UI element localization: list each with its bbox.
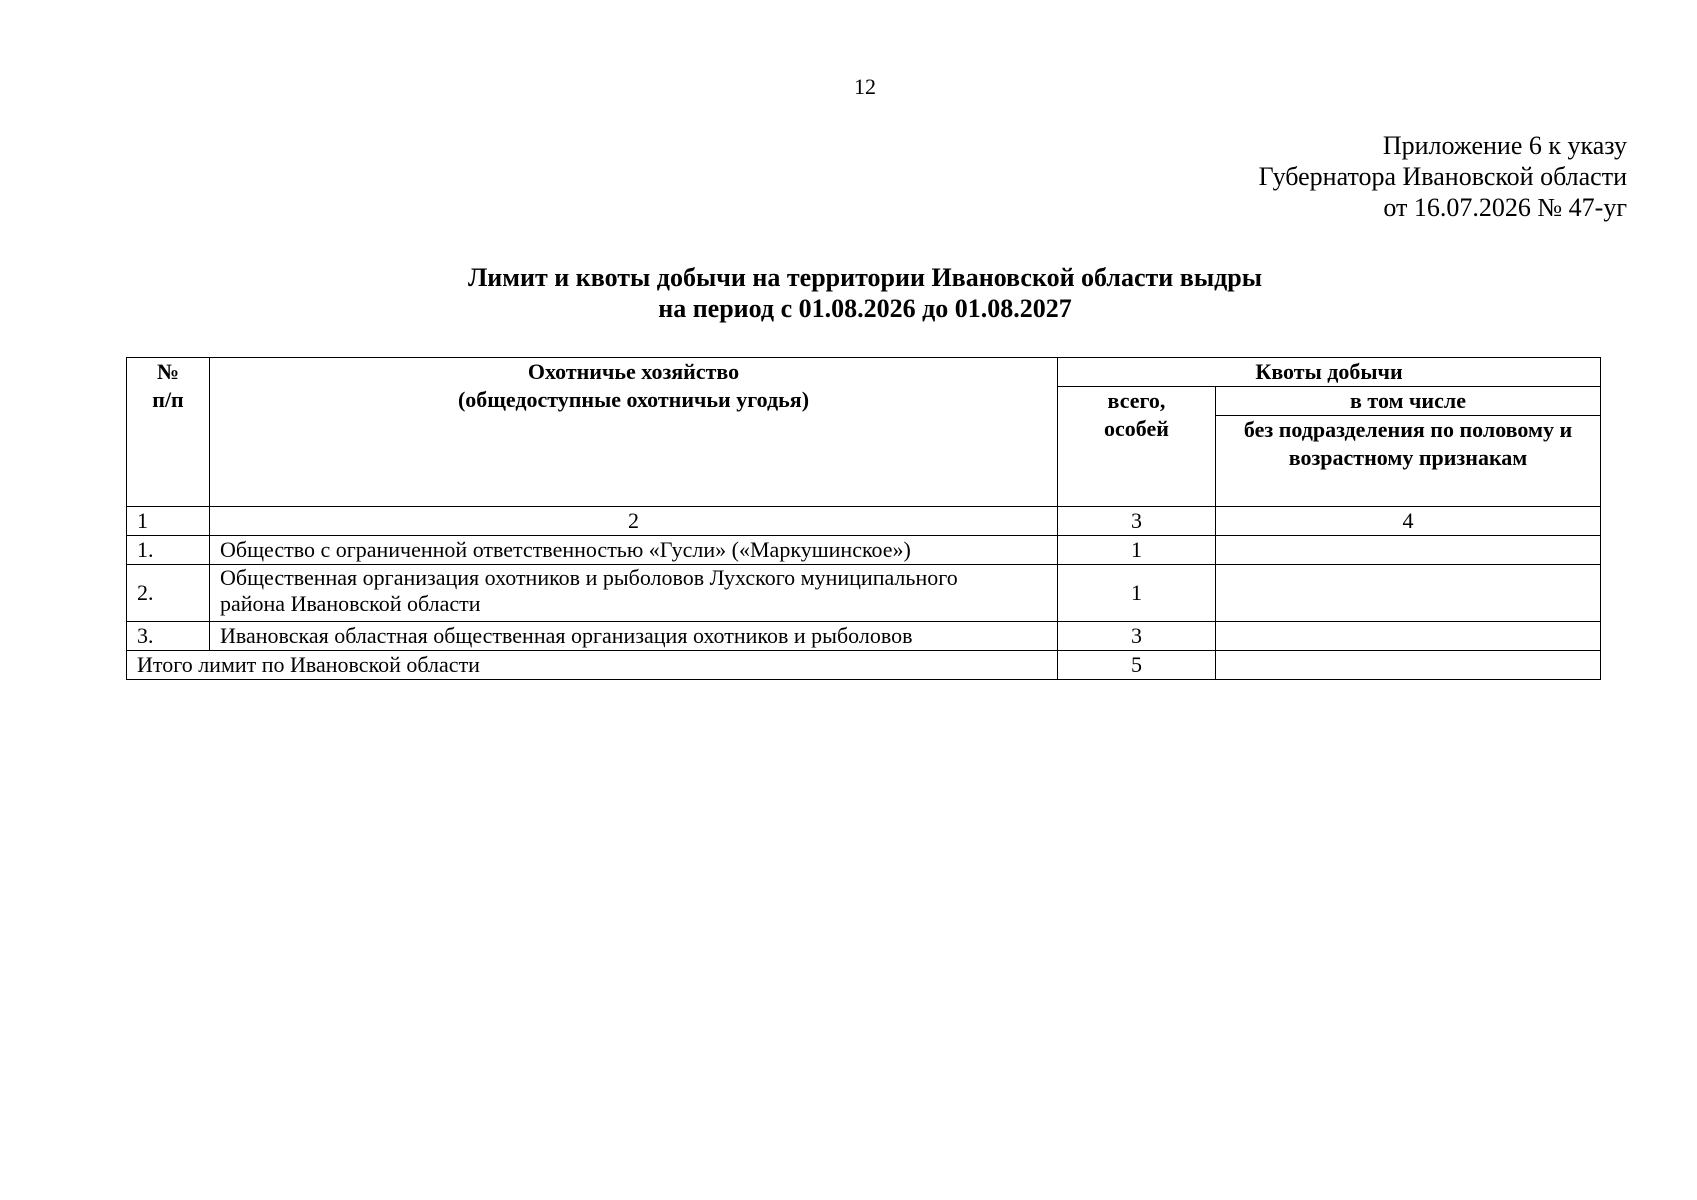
table-row <box>127 536 1601 565</box>
row-farm: Общество с ограниченной ответственностью «Гусли» («Маркушинское») <box>210 536 1058 565</box>
total-no-subdivision <box>1216 651 1601 680</box>
title-line-1: Лимит и квоты добычи на территории Ивановской области выдры <box>467 263 1263 292</box>
column-number: 1 <box>127 507 210 536</box>
header-quotas: Квоты добычи <box>1058 358 1601 387</box>
header-farm-line-1: Охотничье хозяйство <box>527 359 740 384</box>
header-num-line-2: п/п <box>152 387 184 412</box>
header-including: в том числе <box>1216 387 1601 416</box>
row-farm: Ивановская областная общественная организация охотников и рыболовов <box>210 622 1058 651</box>
column-number: 4 <box>1216 507 1601 536</box>
total-label: Итого лимит по Ивановской области <box>127 651 1058 680</box>
header-total <box>1058 387 1216 507</box>
row-farm-line-2: района Ивановской области <box>220 591 481 616</box>
total-row <box>127 651 1601 680</box>
header-no-subdivision-line-2: возрастному признакам <box>1288 445 1528 470</box>
header-num-line-1: № <box>156 359 180 384</box>
row-farm-line-1: Общественная организация охотников и рыболовов Лухского муниципального <box>220 565 958 590</box>
header-num <box>127 358 210 507</box>
appendix-reference <box>1259 130 1627 223</box>
header-no-subdivision-line-1: без подразделения по половому и <box>1243 417 1573 442</box>
row-no-subdivision <box>1216 622 1601 651</box>
header-no-subdivision <box>1216 416 1601 507</box>
header-total-line-1: всего, <box>1107 388 1166 413</box>
appendix-line-2: Губернатора Ивановской области <box>1258 162 1627 191</box>
table-row <box>127 622 1601 651</box>
appendix-line-1: Приложение 6 к указу <box>1382 131 1627 160</box>
header-farm-line-2: (общедоступные охотничьи угодья) <box>457 387 810 412</box>
row-no-subdivision <box>1216 536 1601 565</box>
title-line-2: на период с 01.08.2026 до 01.08.2027 <box>658 294 1072 323</box>
column-number: 2 <box>210 507 1058 536</box>
column-number: 3 <box>1058 507 1216 536</box>
row-total: 3 <box>1058 622 1216 651</box>
header-row <box>127 358 1601 387</box>
document-title <box>0 262 1697 324</box>
appendix-line-3: от 16.07.2026 № 47-уг <box>1383 193 1627 222</box>
row-total: 1 <box>1058 565 1216 622</box>
total-value: 5 <box>1058 651 1216 680</box>
row-number: 3. <box>127 622 210 651</box>
row-no-subdivision <box>1216 565 1601 622</box>
row-total: 1 <box>1058 536 1216 565</box>
header-farm <box>210 358 1058 507</box>
row-number: 1. <box>127 536 210 565</box>
row-farm <box>210 565 1058 622</box>
column-number-row <box>127 507 1601 536</box>
header-total-line-2: особей <box>1104 416 1169 441</box>
table-row <box>127 565 1601 622</box>
row-number: 2. <box>127 565 210 622</box>
page-number: 12 <box>854 74 876 99</box>
quota-table <box>126 357 1601 680</box>
